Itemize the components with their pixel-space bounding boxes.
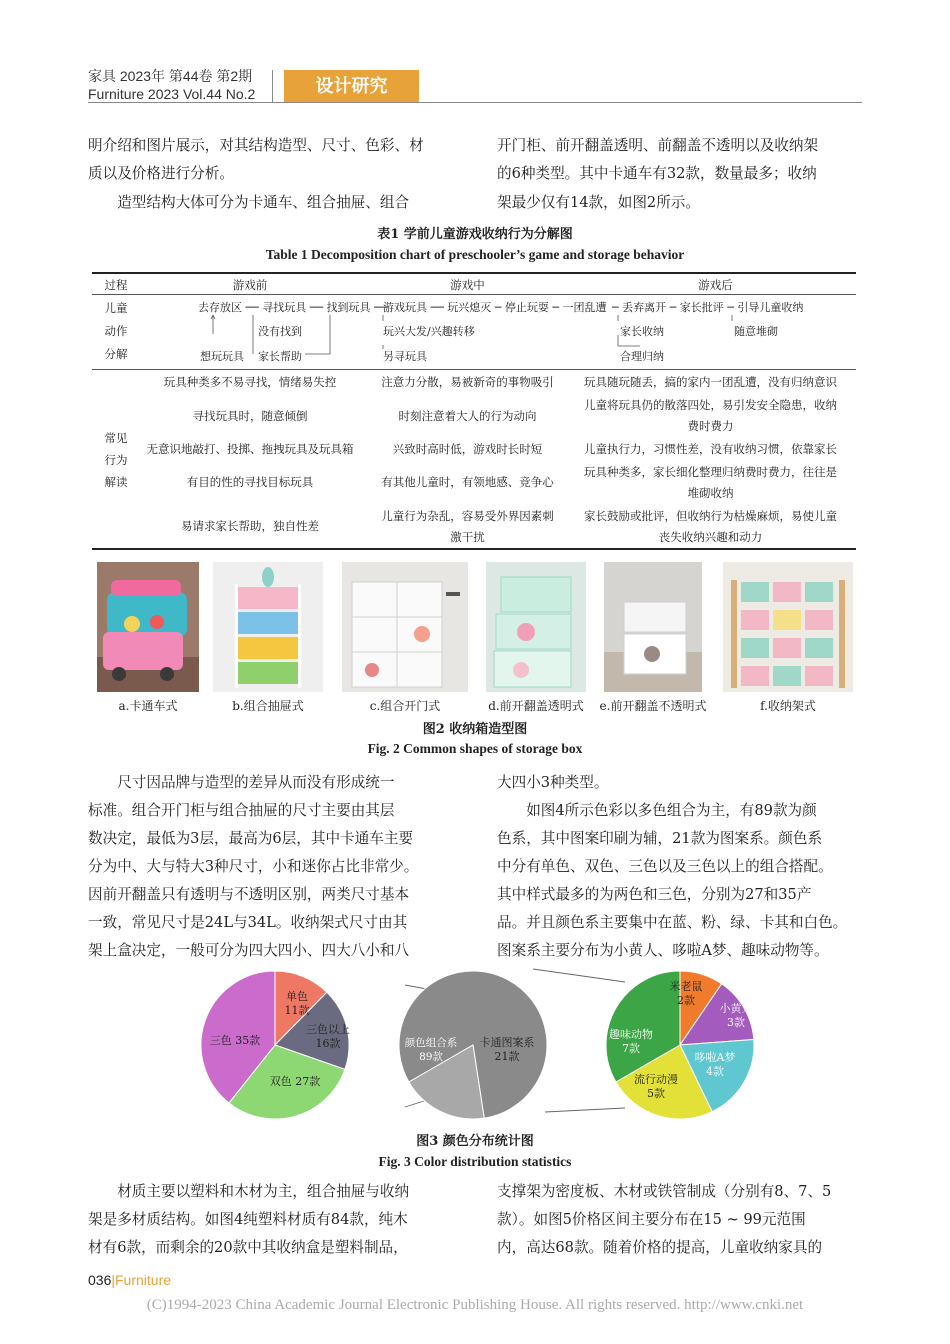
footer-divider: |: [111, 1272, 115, 1288]
table-header-process: 过程: [104, 278, 128, 292]
table-top-rule: [92, 272, 856, 274]
photo-door-cabinet: [342, 562, 468, 692]
flow-before-help: 家长帮助: [258, 350, 302, 363]
paragraph-line: 开门柜、前开翻盖透明、前翻盖不透明以及收纳架: [497, 137, 819, 154]
row-label: 行为: [104, 453, 128, 467]
slice-label: 3款: [727, 1016, 745, 1029]
paragraph-line: 造型结构大体可分为卡通车、组合抽屉、组合: [88, 194, 410, 211]
slice-label: 三色 35款: [209, 1034, 261, 1047]
after-cell: 丧失收纳兴趣和动力: [658, 530, 763, 544]
paragraph-line: 一致，常见尺寸是24L与34L。收纳架式尺寸由其: [88, 914, 408, 931]
journal-issue-cn: 家具 2023年 第44卷 第2期: [88, 68, 253, 84]
photo-subcaption: b.组合抽屉式: [232, 699, 304, 713]
table-header-during: 游戏中: [450, 278, 485, 292]
slice-label: 米老鼠: [669, 980, 703, 993]
slice-label: 颜色组合系: [404, 1037, 458, 1049]
flow-during-interest: 玩兴大发/兴趣转移: [383, 325, 475, 338]
photo-transparent-lid: [486, 562, 586, 692]
slice-label: 小黄人: [719, 1002, 753, 1015]
during-cell: 注意力分散，易被新奇的事物吸引: [381, 375, 554, 389]
after-cell: 玩具种类多，家长细化整理归纳费时费力，往往是: [584, 465, 837, 479]
slice-label: 21款: [494, 1050, 520, 1063]
slice-label: 流行动漫: [634, 1073, 678, 1086]
paragraph-line: 大四小3种类型。: [497, 774, 609, 791]
row-label: 儿童: [104, 301, 128, 315]
paragraph-line: 尺寸因品牌与造型的差异从而没有形成统一: [88, 774, 395, 791]
table-header-before: 游戏前: [232, 278, 268, 292]
after-cell: 堆砌收纳: [687, 486, 734, 500]
section-badge: 设计研究: [284, 70, 419, 103]
paragraph-line: 色系，其中图案印刷为辅，21款为图案系。颜色系: [497, 830, 823, 847]
before-cell: 无意识地敲打、投掷、拖拽玩具及玩具箱: [146, 442, 354, 456]
paragraph-line: 中分有单色、双色、三色以及三色以上的组合搭配。: [497, 858, 833, 875]
flow-after-organize: 合理归纳: [620, 350, 664, 363]
during-cell: 儿童行为杂乱，容易受外界因素刺: [381, 509, 554, 523]
footer-journal: Furniture: [115, 1272, 172, 1288]
row-label: 动作: [104, 324, 128, 338]
flow-after-parent: 家长收纳: [620, 325, 664, 338]
slice-label: 趣味动物: [609, 1028, 653, 1041]
flow-during-other: 另寻玩具: [383, 350, 427, 363]
during-cell: 时刻注意着大人的行为动向: [398, 409, 537, 423]
paragraph-line: 标准。组合开门柜与组合抽屉的尺寸主要由其层: [88, 802, 395, 819]
before-cell: 易请求家长帮助，独自性差: [181, 519, 319, 533]
paragraph-line: 其中样式最多的为两色和三色，分别为27和35产: [497, 886, 812, 903]
header-divider: [272, 70, 273, 103]
slice-label: 卡通图案系: [479, 1036, 535, 1049]
paragraph-line: 分为中、大与特大3种尺寸，小和迷你占比非常少。: [88, 858, 419, 875]
photo-subcaption: e.前开翻盖不透明式: [599, 699, 707, 713]
flow-during-main: 游戏玩具 ── 玩兴熄灭 ─ 停止玩耍 ─ 一团乱遭: [383, 301, 607, 314]
after-cell: 儿童将玩具仍的散落四处，易引发安全隐患，收纳: [584, 398, 837, 412]
photo-cartoon-car: [97, 562, 199, 692]
after-cell: 家长鼓励或批评，但收纳行为枯燥麻烦，易使儿童: [584, 509, 837, 523]
photo-opaque-lid: [604, 562, 702, 692]
flow-before-main: 去存放区 ── 寻找玩具 ── 找到玩具 ──: [198, 301, 388, 314]
connector-line: [533, 969, 625, 982]
flow-after-main: ─ 丢弃离开 ─ 家长批评 ─ 引导儿童收纳: [612, 301, 804, 314]
paragraph-line: 材有6款，而剩余的20款中其收纳盒是塑料制品，: [88, 1239, 408, 1256]
paragraph-line: 的6种类型。其中卡通车有32款，数量最多；收纳: [497, 165, 817, 182]
slice-label: 双色 27款: [269, 1075, 321, 1088]
figure-caption-en: Fig. 3 Color distribution statistics: [378, 1154, 572, 1169]
flow-before-notfound: 没有找到: [258, 325, 302, 338]
table-header-after: 游戏后: [698, 278, 733, 292]
before-cell: 玩具种类多不易寻找，情绪易失控: [163, 375, 337, 389]
during-cell: 有其他儿童时，有领地感、竞争心: [381, 475, 554, 489]
connector-line: [305, 315, 330, 354]
table-caption-cn: 表1 学前儿童游戏收纳行为分解图: [377, 227, 573, 242]
paragraph-line: 品。并且颜色系主要集中在蓝、粉、绿、卡其和白色。: [497, 914, 848, 931]
after-cell: 玩具随玩随丢，搞的家内一团乱遭，没有归纳意识: [584, 375, 837, 389]
color-distribution-chart: [195, 960, 765, 1125]
flow-connectors: [140, 294, 856, 369]
flow-before-want: 想玩玩具: [200, 350, 244, 363]
paragraph-line: 材质主要以塑料和木材为主，组合抽屉与收纳: [88, 1183, 410, 1200]
header-rule: [88, 102, 862, 103]
table-caption-en: Table 1 Decomposition chart of preschooler’s game and storage behavior: [265, 247, 685, 262]
before-cell: 寻找玩具时，随意倾倒: [192, 409, 308, 423]
paragraph-line: 明介绍和图片展示，对其结构造型、尺寸、色彩、材: [88, 137, 424, 154]
slice-label: 5款: [647, 1087, 665, 1100]
photo-storage-rack: [723, 562, 853, 692]
copyright-notice: (C)1994-2023 China Academic Journal Electronic Publishing House. All rights reserved. http://www.cnki.net: [146, 1297, 804, 1313]
photo-subcaption: d.前开翻盖透明式: [488, 699, 584, 713]
slice-label: 哆啦A梦: [694, 1051, 736, 1064]
photo-subcaption: c.组合开门式: [369, 699, 441, 713]
paragraph-line: 因前开翻盖只有透明与不透明区别，两类尺寸基本: [88, 886, 410, 903]
paragraph-line: 款）。如图5价格区间主要分布在15 ~ 99元范围: [497, 1211, 806, 1228]
after-cell: 费时费力: [687, 419, 734, 433]
figure-caption-cn: 图3 颜色分布统计图: [416, 1134, 534, 1149]
slice-label: 11款: [284, 1004, 310, 1017]
slice-label: 4款: [706, 1065, 724, 1078]
during-cell: 兴致时高时低，游戏时长时短: [392, 442, 543, 456]
paragraph-line: 图案系主要分布为小黄人、哆啦A梦、趣味动物等。: [497, 942, 829, 959]
photo-subcaption: a.卡通车式: [118, 699, 178, 713]
figure-caption-cn: 图2 收纳箱造型图: [422, 722, 528, 737]
paragraph-line: 如图4所示色彩以多色组合为主，有89款为颜: [497, 802, 817, 819]
table-row-rule: [92, 369, 856, 370]
paragraph-line: 架最少仅有14款，如图2所示。: [497, 194, 700, 211]
after-cell: 儿童执行力，习惯性差，没有收纳习惯，依靠家长: [584, 442, 837, 456]
row-label: 分解: [104, 347, 128, 361]
paragraph-line: 架上盒决定，一般可分为四大四小、四大八小和八: [88, 942, 410, 959]
slice-label: 单色: [286, 990, 308, 1003]
journal-issue-en: Furniture 2023 Vol.44 No.2: [88, 86, 256, 102]
slice-label: 2款: [677, 994, 695, 1007]
connector-line: [545, 1108, 625, 1112]
flow-after-pile: 随意堆砌: [734, 325, 778, 338]
photo-subcaption: f.收纳架式: [760, 699, 816, 713]
paragraph-line: 数决定，最低为3层，最高为6层，其中卡通车主要: [88, 830, 414, 847]
during-cell: 激干扰: [450, 530, 485, 544]
paragraph-line: 内，高达68款。随着价格的提高，儿童收纳家具的: [497, 1239, 823, 1256]
before-cell: 有目的性的寻找目标玩具: [186, 475, 314, 489]
row-label: 解读: [104, 475, 128, 489]
page-footer: [88, 1272, 171, 1288]
paragraph-line: 质以及价格进行分析。: [88, 165, 234, 182]
paragraph-line: 支撑架为密度板、木材或铁管制成（分别有8、7、5: [497, 1183, 832, 1200]
slice-label: 三色以上: [306, 1023, 350, 1036]
slice-label: 7款: [622, 1042, 640, 1055]
photo-drawer-combo: [213, 562, 323, 692]
slice-label: 89款: [419, 1051, 443, 1063]
figure-caption-en: Fig. 2 Common shapes of storage box: [367, 741, 583, 756]
row-label: 常见: [104, 431, 128, 445]
paragraph-line: 架是多材质结构。如图4纯塑料材质有84款，纯木: [88, 1211, 408, 1228]
slice-label: 16款: [315, 1037, 341, 1050]
table-bottom-rule: [92, 548, 856, 550]
page-number: 036: [88, 1272, 112, 1288]
